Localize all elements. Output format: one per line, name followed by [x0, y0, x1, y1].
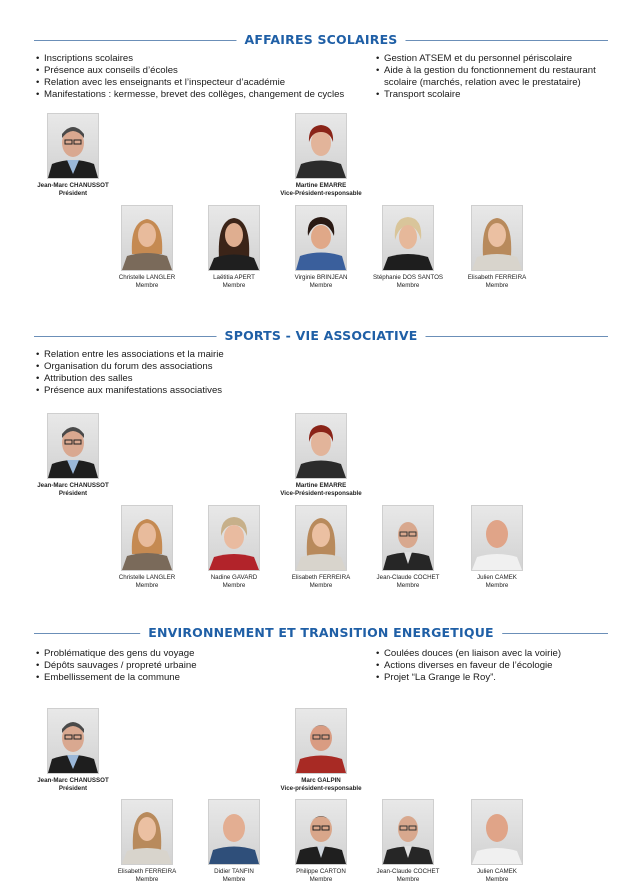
person-role: Président — [58, 785, 88, 792]
bullet-item: • Relation avec les enseignants et l’inspecteur d’académie — [36, 77, 366, 89]
person-name: Jean-Claude COCHET — [376, 574, 440, 581]
portrait-photo — [471, 799, 523, 865]
person-name: Christelle LANGLER — [118, 274, 176, 281]
left-bullet-list — [36, 648, 366, 684]
portrait-photo — [208, 505, 260, 571]
person-role: Vice-président-responsable — [280, 785, 362, 792]
person-role: Membre — [135, 582, 159, 589]
person-role: Membre — [396, 582, 420, 589]
person-name: Jean-Claude COCHET — [376, 868, 440, 875]
portrait-photo — [382, 505, 434, 571]
person-name: Julien CAMEK — [477, 868, 517, 875]
person-role: Membre — [485, 876, 509, 883]
section-title-row — [34, 328, 608, 344]
person-role: Membre — [309, 582, 333, 589]
person-role: Membre — [135, 876, 159, 883]
portrait-photo — [295, 505, 347, 571]
portrait-photo — [295, 708, 347, 774]
person-card-president — [23, 708, 123, 793]
portrait-photo — [471, 505, 523, 571]
person-card-member — [97, 505, 197, 590]
bullet-item: • Relation entre les associations et la mairie — [36, 349, 366, 361]
person-role: Membre — [396, 876, 420, 883]
person-name: Martine EMARRE — [295, 482, 347, 489]
portrait-photo — [121, 799, 173, 865]
portrait-photo — [382, 205, 434, 271]
person-role: Membre — [222, 582, 246, 589]
person-card-member — [184, 799, 284, 884]
person-card-member — [97, 205, 197, 290]
person-card-president — [23, 413, 123, 498]
person-name: Christelle LANGLER — [118, 574, 176, 581]
person-card-member — [358, 205, 458, 290]
person-card-member — [271, 205, 371, 290]
person-name: Jean-Marc CHANUSSOT — [37, 182, 109, 189]
section-title-row — [34, 32, 608, 48]
bullet-item: • Embellissement de la commune — [36, 672, 366, 684]
person-card-member — [97, 799, 197, 884]
right-bullet-list — [376, 648, 616, 684]
person-name: Jean-Marc CHANUSSOT — [37, 777, 109, 784]
bullet-item: • Dépôts sauvages / propreté urbaine — [36, 660, 366, 672]
portrait-photo — [471, 205, 523, 271]
left-bullet-list — [36, 349, 366, 397]
section-title-row — [34, 625, 608, 641]
person-name: Didier TANFIN — [214, 868, 254, 875]
bullet-item: • Présence aux conseils d’écoles — [36, 65, 366, 77]
bullet-item: • Actions diverses en faveur de l’écologie — [376, 660, 616, 672]
person-card-president — [23, 113, 123, 198]
person-role: Membre — [309, 876, 333, 883]
bullet-item: • Transport scolaire — [376, 89, 616, 101]
person-name: Elisabeth FERREIRA — [291, 574, 351, 581]
person-role: Vice-Président-responsable — [280, 190, 362, 197]
bullet-item: • Organisation du forum des associations — [36, 361, 366, 373]
person-card-member — [358, 505, 458, 590]
person-card-member — [447, 205, 547, 290]
person-name: Stéphanie DOS SANTOS — [372, 274, 444, 281]
bullet-item — [376, 65, 616, 89]
bullet-item: • Présence aux manifestations associatives — [36, 385, 366, 397]
person-card-member — [447, 799, 547, 884]
person-card-member — [447, 505, 547, 590]
person-name: Elisabeth FERREIRA — [117, 868, 177, 875]
person-name: Nadine GAVARD — [210, 574, 258, 581]
bullet-item: • Coulées douces (en liaison avec la voirie) — [376, 648, 616, 660]
person-card-member — [271, 799, 371, 884]
portrait-photo — [295, 413, 347, 479]
person-role: Vice-Président-responsable — [280, 490, 362, 497]
person-role: Membre — [309, 282, 333, 289]
person-name: Elisabeth FERREIRA — [467, 274, 527, 281]
person-name: Marc GALPIN — [301, 777, 341, 784]
section-title: AFFAIRES SCOLAIRES — [236, 32, 405, 47]
portrait-photo — [295, 205, 347, 271]
bullet-item: • Problématique des gens du voyage — [36, 648, 366, 660]
section-title: ENVIRONNEMENT ET TRANSITION ENERGETIQUE — [140, 625, 502, 640]
bullet-text: Aide à la gestion du fonctionnement du restaurant — [384, 65, 596, 76]
person-name: Martine EMARRE — [295, 182, 347, 189]
bullet-text-continuation: scolaire (marchés, relation avec le prestataire) — [384, 77, 581, 88]
bullet-item: • Manifestations : kermesse, brevet des collèges, changement de cycles — [36, 89, 366, 101]
portrait-photo — [47, 113, 99, 179]
person-card-member — [184, 505, 284, 590]
person-card-vice-president — [271, 413, 371, 498]
portrait-photo — [382, 799, 434, 865]
person-role: Membre — [396, 282, 420, 289]
person-card-vice-president — [271, 113, 371, 198]
person-card-member — [271, 505, 371, 590]
bullet-item: • Projet “La Grange le Roy”. — [376, 672, 616, 684]
person-card-member — [358, 799, 458, 884]
person-name: Julien CAMEK — [477, 574, 517, 581]
portrait-photo — [121, 505, 173, 571]
bullet-item: • Attribution des salles — [36, 373, 366, 385]
person-role: Président — [58, 490, 88, 497]
portrait-photo — [295, 799, 347, 865]
person-role: Membre — [222, 876, 246, 883]
right-bullet-list — [376, 53, 616, 101]
person-role: Membre — [135, 282, 159, 289]
person-role: Membre — [485, 582, 509, 589]
portrait-photo — [47, 708, 99, 774]
portrait-photo — [47, 413, 99, 479]
portrait-photo — [121, 205, 173, 271]
person-role: Membre — [222, 282, 246, 289]
person-card-vice-president — [271, 708, 371, 793]
person-name: Virginie BRINJEAN — [294, 274, 348, 281]
portrait-photo — [208, 205, 260, 271]
portrait-photo — [208, 799, 260, 865]
person-name: Laëtitia APERT — [213, 274, 255, 281]
bullet-item: • Gestion ATSEM et du personnel périscolaire — [376, 53, 616, 65]
person-name: Jean-Marc CHANUSSOT — [37, 482, 109, 489]
portrait-photo — [295, 113, 347, 179]
section-title: SPORTS - VIE ASSOCIATIVE — [217, 328, 426, 343]
left-bullet-list — [36, 53, 366, 101]
person-card-member — [184, 205, 284, 290]
person-role: Membre — [485, 282, 509, 289]
bullet-item: • Inscriptions scolaires — [36, 53, 366, 65]
person-role: Président — [58, 190, 88, 197]
person-name: Philippe CARTON — [296, 868, 346, 875]
